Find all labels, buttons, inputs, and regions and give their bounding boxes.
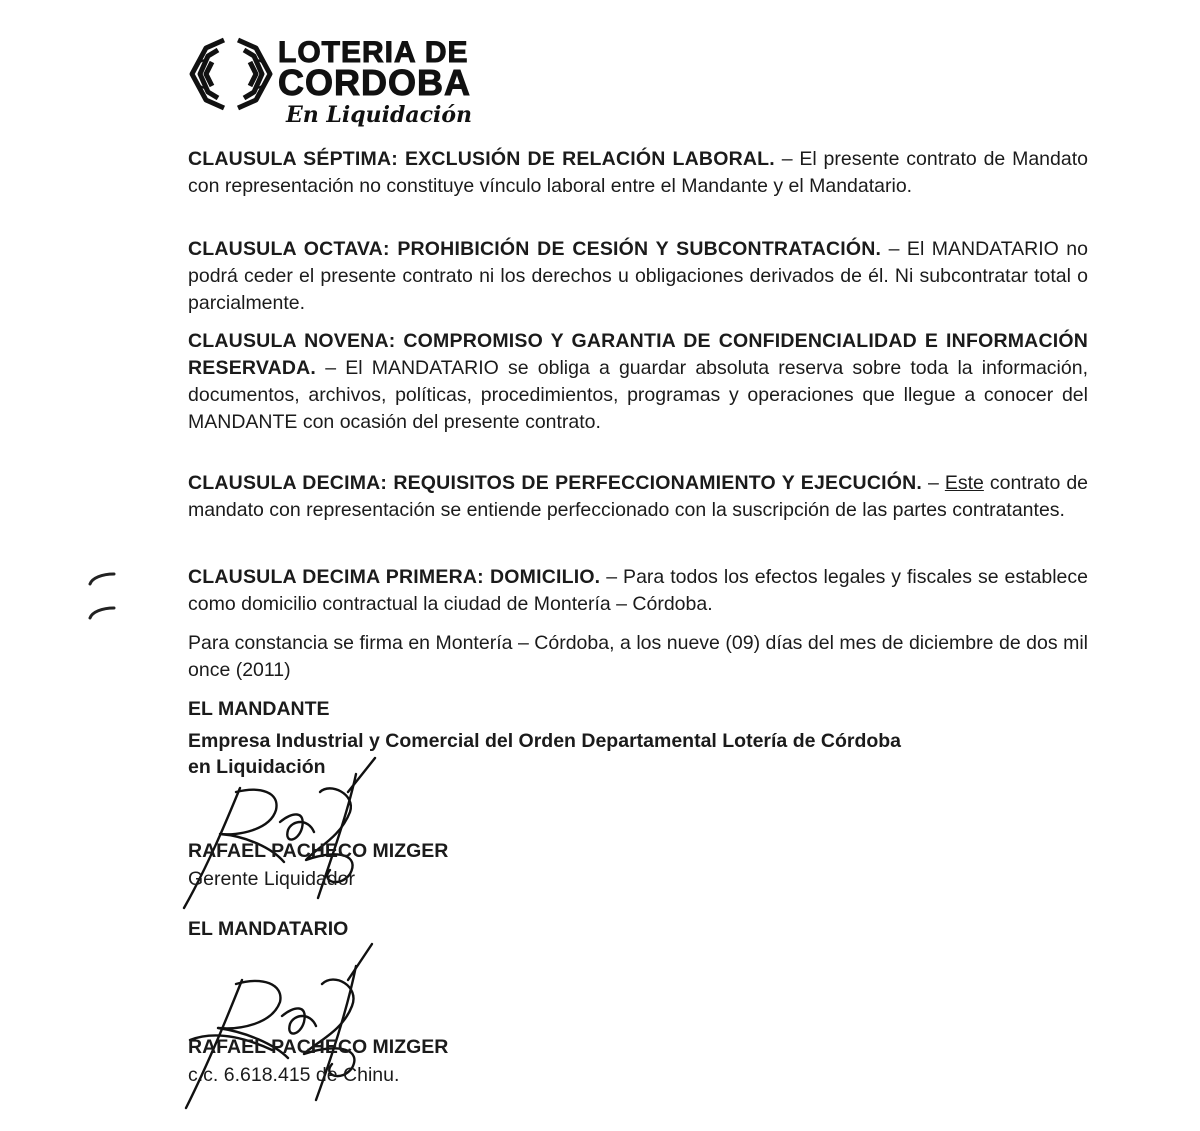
clause-septima	[188, 146, 1088, 200]
logo-title-line1: LOTERIA DE	[278, 36, 469, 69]
clause-decima-heading: CLAUSULA DECIMA: REQUISITOS DE PERFECCIONAMIENTO Y EJECUCIÓN.	[188, 472, 922, 494]
clause-novena	[188, 328, 1088, 436]
mandatario-signer-name: RAFAEL PACHECO MIZGER	[188, 1036, 449, 1058]
mandante-label: EL MANDANTE	[188, 698, 330, 720]
mandante-entity-line1: Empresa Industrial y Comercial del Orden Departamental Lotería de Córdoba	[188, 730, 902, 752]
clause-decima-underlined-word: Este	[944, 472, 984, 494]
clause-novena-heading: CLAUSULA NOVENA: COMPROMISO Y GARANTIA DE CONFIDENCIALIDAD E INFORMACIÓN RESERVADA.	[188, 330, 1088, 379]
clause-decima	[188, 470, 1088, 524]
mandante-entity-line2: en Liquidación	[188, 756, 326, 778]
clause-septima-body: – El presente contrato de Mandato con representación no constituye vínculo laboral entre el Mandante y el Mandatario.	[188, 148, 1088, 197]
loteria-logo	[186, 32, 516, 132]
clause-septima-heading: CLAUSULA SÉPTIMA: EXCLUSIÓN DE RELACIÓN LABORAL.	[188, 148, 775, 170]
logo-title-line2: CORDOBA	[278, 62, 471, 103]
logo-subtitle: En Liquidación	[286, 102, 473, 128]
mandatario-label: EL MANDATARIO	[188, 918, 349, 940]
clause-decima-dash: –	[922, 472, 945, 494]
mandante-signer-name: RAFAEL PACHECO MIZGER	[188, 840, 449, 862]
clause-decima-primera-body: – Para todos los efectos legales y fiscales se establece como domicilio contractual la ciudad de Montería – Córdoba.	[188, 566, 1088, 615]
mandante-signer-role: Gerente Liquidador	[188, 868, 355, 890]
clause-decima-primera-heading: CLAUSULA DECIMA PRIMERA: DOMICILIO.	[188, 566, 601, 588]
clause-decima-body: contrato de mandato con representación se entiende perfeccionado con la suscripción de las partes contratantes.	[188, 472, 1089, 521]
clause-octava	[188, 236, 1088, 317]
clause-decima-primera	[188, 564, 1088, 618]
clause-octava-body: – El MANDATARIO no podrá ceder el presente contrato ni los derechos u obligaciones derivados de él. Ni subcontratar total o parcialmente.	[188, 238, 1088, 314]
clause-octava-heading: CLAUSULA OCTAVA: PROHIBICIÓN DE CESIÓN Y SUBCONTRATACIÓN.	[188, 238, 882, 260]
margin-punch-marks	[84, 568, 124, 628]
closing-paragraph: Para constancia se firma en Montería – Córdoba, a los nueve (09) días del mes de diciembre de dos mil once (2011)	[188, 632, 1088, 681]
clause-novena-body: – El MANDATARIO se obliga a guardar absoluta reserva sobre toda la información, documentos, archivos, políticas, procedimientos, programas y operaciones que llegue a conocer del MANDANTE con ocasión del presente contrato.	[188, 357, 1088, 433]
loteria-emblem-icon	[186, 34, 276, 114]
mandatario-signer-id: c.c. 6.618.415 de Chinu.	[188, 1064, 400, 1086]
